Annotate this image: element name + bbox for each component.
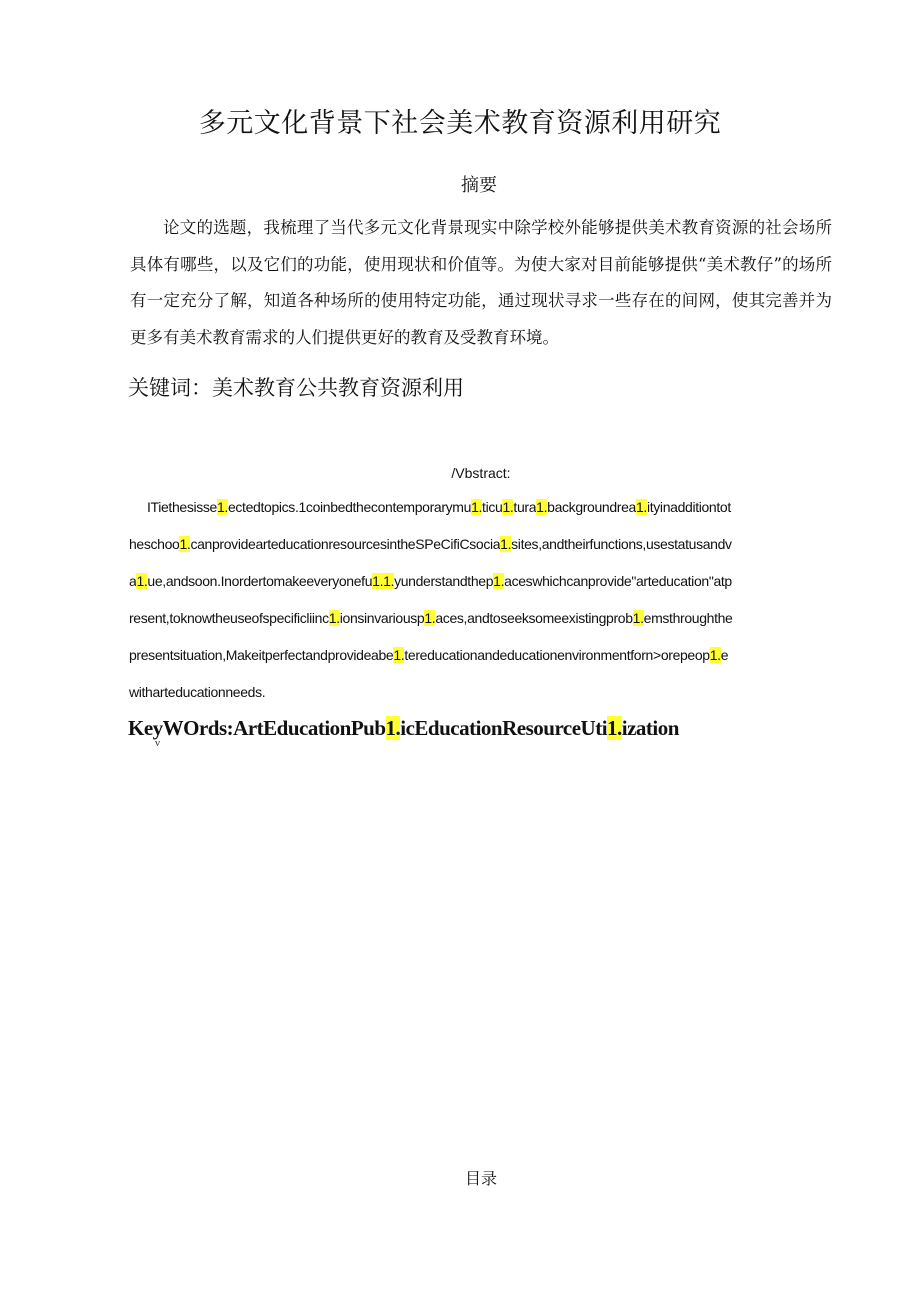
english-abstract-paragraph xyxy=(129,489,833,710)
chinese-abstract-paragraph: 论文的选题，我梳理了当代多元文化背景现实中除学校外能够提供美术教育资源的社会场所具体有哪些，以及它们的功能，使用现状和价值等。为使大家对目前能够提供“美术教仔”的场所有一定充分了解，知道各种场所的使用特定功能，通过现状寻求一些存在的间网，使其完善并为更多有美术教育需求的人们提供更好的教育及受教育环境。 xyxy=(130,218,832,347)
highlighted-fragment: 1. xyxy=(493,572,505,589)
text-fragment: canprovidearteducationresourcesintheSPeCifiCsocia xyxy=(190,535,501,552)
english-keywords xyxy=(128,713,888,743)
highlighted-fragment: 1. xyxy=(636,499,647,515)
english-abstract-line xyxy=(129,674,833,711)
english-abstract-line xyxy=(129,526,833,563)
text-fragment: heschoo xyxy=(129,535,180,552)
english-abstract-heading: /Vbstract: xyxy=(451,465,511,481)
text-fragment: icEducationResourceUti xyxy=(400,716,608,740)
text-fragment: backgroundrea xyxy=(547,499,636,515)
highlighted-fragment: 1. xyxy=(709,646,721,663)
paper-title: 多元文化背景下社会美术教育资源利用研究 xyxy=(198,108,722,139)
highlighted-fragment: 1. xyxy=(471,499,483,515)
text-fragment: ue,andsoon.Inordertomakeeveryonefu xyxy=(147,572,373,589)
text-fragment: aceswhichcanprovide"arteducation"atp xyxy=(504,572,732,589)
english-abstract-line xyxy=(129,489,833,526)
text-fragment: ization xyxy=(621,716,679,740)
text-fragment: resent,toknowtheuseofspecificliinc xyxy=(129,609,329,626)
highlighted-fragment: 1. xyxy=(385,716,401,740)
text-fragment: tura xyxy=(513,499,537,515)
text-fragment: KeyWOrds:ArtEducationPub xyxy=(128,716,386,740)
highlighted-fragment: 1. xyxy=(393,646,405,663)
text-fragment: ticu xyxy=(482,499,503,515)
text-fragment: ectedtopics.1coinbedthecontemporarymu xyxy=(227,499,472,515)
text-fragment: presentsituation,Makeitperfectandprovideabe xyxy=(129,646,394,663)
highlighted-fragment: 1. xyxy=(328,609,340,626)
highlighted-fragment: 1. xyxy=(632,609,644,626)
highlighted-fragment: 1. xyxy=(424,609,436,626)
highlighted-fragment: 1. xyxy=(536,499,548,515)
text-fragment: witharteducationneeds. xyxy=(129,683,266,700)
english-abstract-line xyxy=(129,637,833,674)
english-abstract-line xyxy=(129,600,833,637)
text-fragment: ityinadditiontot xyxy=(646,499,731,515)
highlighted-fragment: 1. xyxy=(136,572,148,589)
highlighted-fragment: 1. xyxy=(607,716,622,740)
table-of-contents-heading: 目录 xyxy=(464,1169,497,1188)
text-fragment: ITiethesisse xyxy=(147,499,217,515)
highlighted-fragment: 1. xyxy=(179,535,191,552)
text-fragment: sites,andtheirfunctions,usestatusandv xyxy=(511,535,732,552)
text-fragment: ionsinvariousp xyxy=(339,609,425,626)
chinese-keywords: 关键词：美术教育公共教育资源利用 xyxy=(128,376,464,400)
english-abstract-line xyxy=(129,563,833,600)
text-fragment: yunderstandthep xyxy=(394,572,494,589)
highlighted-fragment: 1.1. xyxy=(372,572,395,589)
text-fragment: a xyxy=(129,572,137,589)
text-fragment: e xyxy=(720,646,729,663)
text-fragment: emsthroughthe xyxy=(643,609,733,626)
highlighted-fragment: 1. xyxy=(216,499,228,515)
abstract-heading: 摘要 xyxy=(461,175,497,196)
text-fragment: tereducationandeducationenvironmentforn>orepeop xyxy=(404,646,710,663)
text-fragment: aces,andtoseeksomeexistingprob xyxy=(435,609,633,626)
highlighted-fragment: 1. xyxy=(500,535,512,552)
stray-mark: ν xyxy=(155,737,160,749)
highlighted-fragment: 1. xyxy=(502,499,514,515)
